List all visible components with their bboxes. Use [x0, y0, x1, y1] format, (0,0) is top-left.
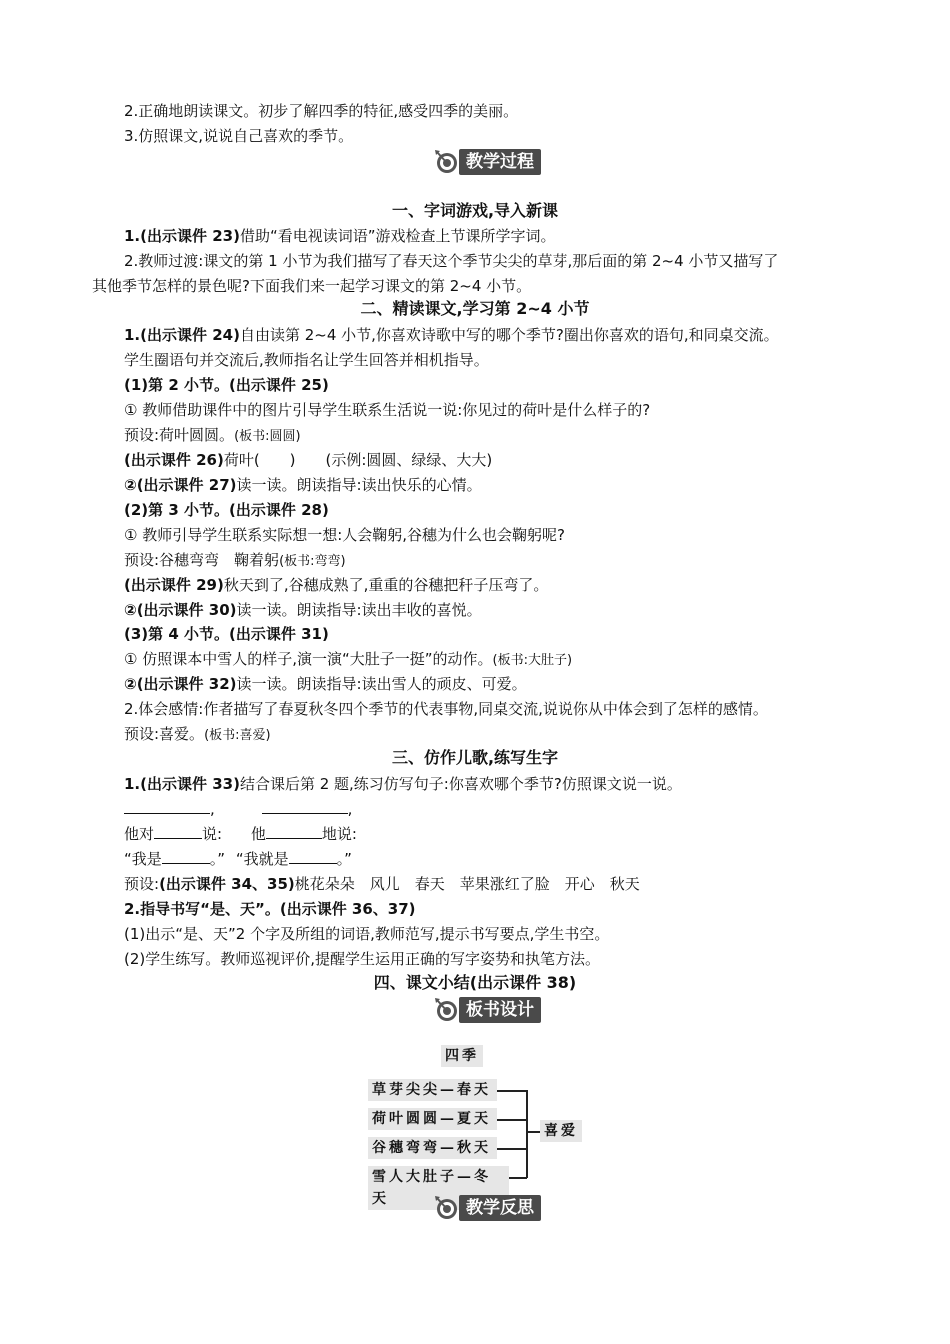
target-icon [433, 1194, 463, 1221]
paragraph: 其他季节怎样的景色呢?下面我们来一起学习课文的第 2~4 小节。 [92, 277, 532, 295]
connector-line [526, 1131, 540, 1133]
paragraph: 2.指导书写“是、天”。(出示课件 36、37) [124, 900, 416, 918]
blank [162, 849, 210, 864]
paragraph: (2)第 3 小节。(出示课件 28) [124, 501, 329, 519]
paragraph: (1)出示“是、天”2 个字及所组的词语,教师范写,提示书写要点,学生书空。 [124, 925, 610, 943]
paragraph: 预设:荷叶圆圆。(板书:圆圆) [124, 426, 301, 444]
fill-blank-line: “我是 。” “我就是 。” [124, 850, 352, 868]
paragraph: (出示课件 26)荷叶( ) (示例:圆圆、绿绿、大大) [124, 451, 493, 469]
paragraph: 预设:喜爱。(板书:喜爱) [124, 725, 271, 743]
paragraph: (1)第 2 小节。(出示课件 25) [124, 376, 329, 394]
bracket-line [526, 1090, 528, 1178]
paragraph: (出示课件 29)秋天到了,谷穗成熟了,重重的谷穗把秆子压弯了。 [124, 576, 549, 594]
paragraph: (2)学生练写。教师巡视评价,提醒学生运用正确的写字姿势和执笔方法。 [124, 950, 601, 968]
paragraph: (3)第 4 小节。(出示课件 31) [124, 625, 329, 643]
paragraph: ① 教师借助课件中的图片引导学生联系生活说一说:你见过的荷叶是什么样子的? [124, 401, 651, 419]
paragraph: 学生圈语句并交流后,教师指名让学生回答并相机指导。 [124, 351, 489, 369]
blank [124, 799, 210, 814]
paragraph: ②(出示课件 27)读一读。朗读指导:读出快乐的心情。 [124, 476, 482, 494]
connector-line [497, 1148, 527, 1150]
paragraph: 1.(出示课件 24)自由读第 2~4 小节,你喜欢诗歌中写的哪个季节?圈出你喜欢的语句,和同桌交流。 [124, 326, 779, 344]
paragraph: 2.教师过渡:课文的第 1 小节为我们描写了春天这个季节尖尖的草芽,那后面的第 2~4 小节又描写了 [124, 252, 779, 270]
section-label-text: 板书设计 [459, 997, 541, 1023]
fill-blank-line: 他对 说: 他 地说: [124, 825, 357, 843]
target-icon [433, 996, 463, 1023]
board-summary: 喜爱 [540, 1120, 582, 1142]
board-item: 谷穗弯弯—秋天 [368, 1137, 497, 1159]
paragraph: ②(出示课件 30)读一读。朗读指导:读出丰收的喜悦。 [124, 601, 482, 619]
heading-part-1: 一、字词游戏,导入新课 [391, 201, 559, 220]
blank [289, 849, 337, 864]
heading-part-3: 三、仿作儿歌,练写生字 [391, 748, 559, 767]
paragraph: 预设:(出示课件 34、35)桃花朵朵 风儿 春天 苹果涨红了脸 开心 秋天 [124, 875, 640, 893]
heading-part-2: 二、精读课文,学习第 2~4 小节 [360, 299, 590, 318]
section-label-text: 教学反思 [459, 1195, 541, 1221]
connector-line [497, 1119, 527, 1121]
connector-line [497, 1090, 527, 1092]
connector-line [509, 1177, 527, 1179]
paragraph: ②(出示课件 32)读一读。朗读指导:读出雪人的顽皮、可爱。 [124, 675, 527, 693]
target-icon [433, 148, 463, 175]
section-label-process [433, 148, 541, 175]
blank [266, 824, 322, 839]
section-label-reflection [433, 1194, 541, 1221]
paragraph: 预设:谷穗弯弯 鞠着躬(板书:弯弯) [124, 551, 346, 569]
section-label-board [433, 996, 541, 1023]
paragraph: 2.体会感情:作者描写了春夏秋冬四个季节的代表事物,同桌交流,说说你从中体会到了怎样的感情。 [124, 700, 768, 718]
fill-blank-line: , , [124, 799, 352, 819]
heading-part-4: 四、课文小结(出示课件 38) [373, 973, 577, 992]
paragraph: ① 仿照课本中雪人的样子,演一演“大肚子一挺”的动作。(板书:大肚子) [124, 650, 573, 668]
paragraph: 1.(出示课件 33)结合课后第 2 题,练习仿写句子:你喜欢哪个季节?仿照课文说一说。 [124, 775, 682, 793]
paragraph: 1.(出示课件 23)借助“看电视读词语”游戏检查上节课所学字词。 [124, 227, 556, 245]
objective-3: 3.仿照课文,说说自己喜欢的季节。 [124, 127, 354, 145]
objective-2: 2.正确地朗读课文。初步了解四季的特征,感受四季的美丽。 [124, 102, 519, 120]
blank [154, 824, 202, 839]
paragraph: ① 教师引导学生联系实际想一想:人会鞠躬,谷穗为什么也会鞠躬呢? [124, 526, 566, 544]
section-label-text: 教学过程 [459, 149, 541, 175]
board-item: 雪人大肚子—冬天 [368, 1166, 509, 1210]
board-title: 四季 [441, 1045, 483, 1067]
board-item: 荷叶圆圆—夏天 [368, 1108, 497, 1130]
board-item: 草芽尖尖—春天 [368, 1079, 497, 1101]
blank [262, 799, 348, 814]
